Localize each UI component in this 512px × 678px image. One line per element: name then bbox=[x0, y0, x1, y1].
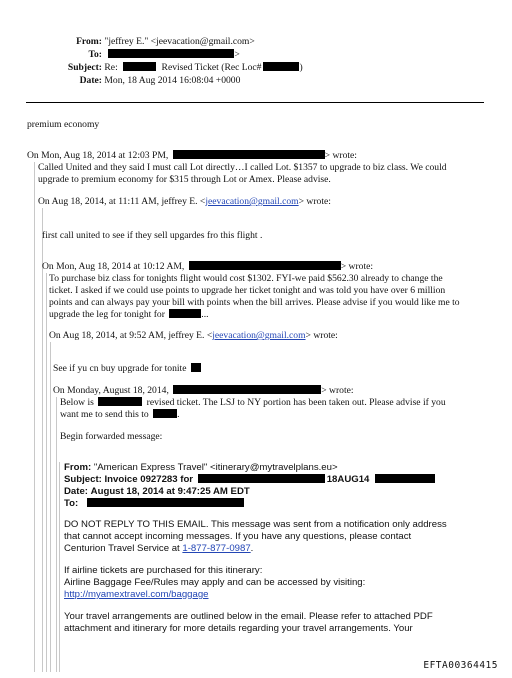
quote5-line-2 bbox=[60, 409, 180, 421]
quote3-last-pre: upgrade the leg for tonight for bbox=[49, 309, 165, 320]
from-label: From: bbox=[76, 36, 102, 47]
quote2-header-post: > wrote: bbox=[298, 196, 331, 207]
quote5-line1-pre: Below is bbox=[60, 397, 94, 408]
quote5-header bbox=[53, 385, 354, 397]
quote1-header bbox=[27, 150, 357, 162]
fwd-para1-last-post: . bbox=[250, 543, 254, 554]
quote4-body bbox=[53, 363, 201, 375]
quote5-line-1 bbox=[60, 397, 446, 409]
fwd-para2-line-2: Airline Baggage Fee/Rules may apply and can be accessed by visiting: bbox=[64, 577, 366, 588]
quote-bar-1 bbox=[34, 162, 35, 672]
quote1-line-1: Called United and they said I must call Lot directly…I called Lot. $1357 to upgrade to biz class. We could bbox=[38, 162, 447, 173]
date-value: Mon, 18 Aug 2014 16:08:04 +0000 bbox=[104, 75, 241, 86]
quote2-header bbox=[38, 196, 331, 208]
fwd-date-value: August 18, 2014 at 9:47:25 AM EDT bbox=[90, 486, 250, 497]
redaction-box bbox=[153, 409, 180, 420]
quote-bar-5 bbox=[56, 397, 57, 672]
fwd-para3-line-2: attachment and itinerary for more details regarding your travel arrangements. Your bbox=[64, 623, 413, 634]
redaction-box bbox=[191, 363, 201, 372]
quote2-body: first call united to see if they sell upgardes fro this flight . bbox=[42, 230, 263, 241]
redaction-box bbox=[263, 62, 299, 71]
subject-prefix: Re: bbox=[104, 62, 118, 73]
to-label: To: bbox=[88, 49, 102, 60]
phone-link[interactable]: 1-877-877-0987 bbox=[182, 543, 251, 554]
header-divider bbox=[26, 102, 484, 103]
document-id: EFTA00364415 bbox=[423, 660, 498, 671]
quote-bar-4 bbox=[50, 342, 51, 672]
body-top: premium economy bbox=[27, 119, 100, 130]
fwd-from-label: From: bbox=[64, 462, 92, 473]
quote3-last-post: ... bbox=[201, 309, 209, 320]
redaction-box bbox=[189, 261, 341, 270]
quote2-email-link[interactable]: jeevacation@gmail.com bbox=[205, 196, 299, 207]
quote3-line-3: points and can always pay your bill with points when the bill arrives. Please advise if you would like me to bbox=[49, 297, 460, 308]
quote4-header-pre: On Aug 18, 2014, at 9:52 AM, jeffrey E. < bbox=[49, 330, 213, 341]
fwd-date-row bbox=[64, 486, 250, 498]
quote4-header-post: > wrote: bbox=[305, 330, 338, 341]
quote-bar-6 bbox=[59, 462, 60, 672]
redaction-box bbox=[87, 498, 244, 507]
quote3-header-post: > wrote: bbox=[340, 261, 374, 272]
header-date-row bbox=[40, 75, 240, 87]
fwd-from-value: "American Express Travel" <itinerary@mytravelplans.eu> bbox=[93, 462, 338, 473]
redaction-box bbox=[169, 309, 201, 318]
quote-bar-3 bbox=[46, 273, 47, 672]
fwd-from-row bbox=[64, 462, 338, 474]
redaction-box bbox=[198, 474, 325, 483]
from-value: "jeffrey E." <jeevacation@gmail.com> bbox=[104, 36, 255, 47]
fwd-subject-row bbox=[64, 474, 435, 486]
redaction-box bbox=[375, 474, 435, 483]
redaction-box bbox=[123, 62, 156, 71]
header-from-row bbox=[40, 36, 255, 48]
quote1-line-2: upgrade to premium economy for $315 through Lot or Amex. Please advise. bbox=[38, 174, 331, 185]
quote1-header-post: > wrote: bbox=[324, 150, 357, 161]
quote1-header-pre: On Mon, Aug 18, 2014 at 12:03 PM, bbox=[27, 150, 169, 161]
quote3-line-1: To purchase biz class for tonights flight would cost $1302. FYI-we paid $562.30 already to change the bbox=[49, 273, 443, 284]
quote5-line1-post: revised ticket. The LSJ to NY portion has been taken out. Please advise if you bbox=[146, 397, 446, 408]
quote3-line-2: ticket. I asked if we could use points to upgrade her ticket tonight and was told you have over 6 million bbox=[49, 285, 446, 296]
fwd-para1-line-2: that cannot accept incoming messages. If you have any questions, please contact bbox=[64, 531, 412, 542]
redaction-box bbox=[173, 385, 321, 394]
quote5-header-pre: On Monday, August 18, 2014, bbox=[53, 385, 169, 396]
fwd-baggage-row bbox=[64, 589, 209, 601]
quote5-line2-pre: want me to send this to bbox=[60, 409, 149, 420]
fwd-para1-line-1: DO NOT REPLY TO THIS EMAIL. This message was sent from a notification only address bbox=[64, 519, 447, 530]
quote-bar-2 bbox=[42, 208, 43, 672]
quote4-email-link[interactable]: jeevacation@gmail.com bbox=[212, 330, 306, 341]
quote4-header bbox=[49, 330, 338, 342]
fwd-para1-line-3 bbox=[64, 543, 253, 555]
fwd-para3-line-1: Your travel arrangements are outlined below in the email. Please refer to attached PDF bbox=[64, 611, 433, 622]
date-label: Date: bbox=[79, 75, 102, 86]
header-subject-row bbox=[40, 62, 303, 74]
subject-label: Subject: bbox=[67, 62, 102, 73]
fwd-subject-tail: 18AUG14 bbox=[326, 474, 370, 485]
fwd-subject-label: Subject: Invoice 0927283 for bbox=[64, 474, 194, 485]
fwd-para2-line-1: If airline tickets are purchased for this itinerary: bbox=[64, 565, 263, 576]
quote3-header bbox=[42, 261, 373, 273]
to-suffix: > bbox=[234, 49, 240, 60]
quote5-line2-post: . bbox=[177, 409, 180, 420]
quote2-header-pre: On Aug 18, 2014, at 11:11 AM, jeffrey E. < bbox=[38, 196, 206, 207]
subject-end: ) bbox=[299, 62, 303, 73]
quote5-header-post: > wrote: bbox=[321, 385, 354, 396]
redaction-box bbox=[98, 397, 142, 406]
fwd-to-label: To: bbox=[64, 498, 79, 509]
fwd-date-label: Date: bbox=[64, 486, 88, 497]
redaction-box bbox=[173, 150, 325, 159]
forwarded-label: Begin forwarded message: bbox=[60, 431, 163, 442]
header-to-row bbox=[40, 49, 240, 61]
subject-mid: Revised Ticket (Rec Loc# bbox=[161, 62, 262, 73]
quote3-line-4 bbox=[49, 309, 209, 321]
fwd-to-row bbox=[64, 498, 244, 510]
quote3-header-pre: On Mon, Aug 18, 2014 at 10:12 AM, bbox=[42, 261, 185, 272]
baggage-link[interactable]: http://myamextravel.com/baggage bbox=[64, 589, 209, 600]
fwd-para1-last-pre: Centurion Travel Service at bbox=[64, 543, 183, 554]
redaction-box bbox=[108, 49, 234, 58]
quote4-body-text: See if yu cn buy upgrade for tonite bbox=[53, 363, 187, 374]
